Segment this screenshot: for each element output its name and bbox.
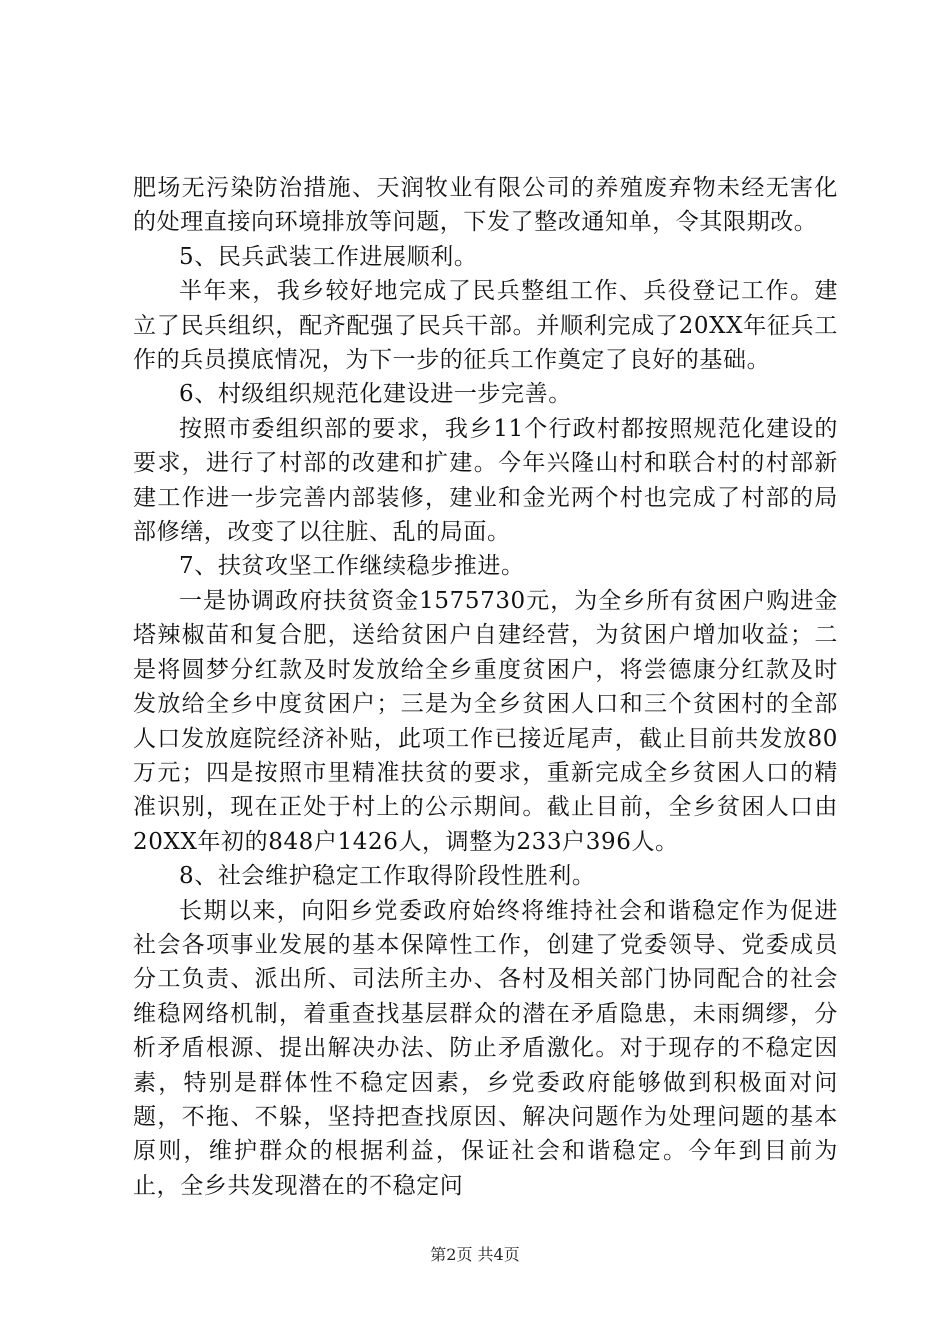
- paragraph-poverty-alleviation: 一是协调政府扶贫资金1575730元，为全乡所有贫困户购进金塔辣椒苗和复合肥，送给贫困户自建经营，为贫困户增加收益；二是将圆梦分红款及时发放给全乡重度贫困户，将尝德康分红款及时发放给全乡中度贫困户；三是为全乡贫困人口和三个贫困村的全部人口发放庭院经济补贴，此项工作已接近尾声，截止目前共发放80万元；四是按照市里精准扶贫的要求，重新完成全乡贫困人口的精准识别，现在正处于村上的公示期间。截止目前，全乡贫困人口由20XX年初的848户1426人，调整为233户396人。: [133, 587, 838, 855]
- paragraph-social-stability: 长期以来，向阳乡党委政府始终将维持社会和谐稳定作为促进社会各项事业发展的基本保障性工作，创建了党委领导、党委成员分工负责、派出所、司法所主办、各村及相关部门协同配合的社会维稳网络机制，着重查找基层群众的潜在矛盾隐患，未雨绸缪，分析矛盾根源、提出解决办法、防止矛盾激化。对于现存的不稳定因素，特别是群体性不稳定因素，乡党委政府能够做到积极面对问题，不拖、不躲，坚持把查找原因、解决问题作为处理问题的基本原则，维护群众的根据利益，保证社会和谐稳定。今年到目前为止，全乡共发现潜在的不稳定问: [133, 897, 838, 1199]
- document-body: [133, 171, 838, 1203]
- section-heading-7: 7、扶贫攻坚工作继续稳步推进。: [179, 553, 525, 580]
- section-heading-5: 5、民兵武装工作进展顺利。: [179, 243, 478, 270]
- paragraph-village-organization: 按照市委组织部的要求，我乡11个行政村都按照规范化建设的要求，进行了村部的改建和扩建。今年兴隆山村和联合村的村部新建工作进一步完善内部装修，建业和金光两个村也完成了村部的局部修缮，改变了以往脏、乱的局面。: [133, 415, 838, 546]
- page-footer: 第2页 共4页: [430, 1245, 520, 1264]
- paragraph-continuation: 肥场无污染防治措施、天润牧业有限公司的养殖废弃物未经无害化的处理直接向环境排放等问题，下发了整改通知单，令其限期改。: [133, 175, 838, 236]
- section-heading-6: 6、村级组织规范化建设进一步完善。: [179, 381, 572, 408]
- section-heading-8: 8、社会维护稳定工作取得阶段性胜利。: [179, 863, 596, 890]
- paragraph-militia: 半年来，我乡较好地完成了民兵整组工作、兵役登记工作。建立了民兵组织，配齐配强了民兵干部。并顺利完成了20XX年征兵工作的兵员摸底情况，为下一步的征兵工作奠定了良好的基础。: [133, 278, 838, 374]
